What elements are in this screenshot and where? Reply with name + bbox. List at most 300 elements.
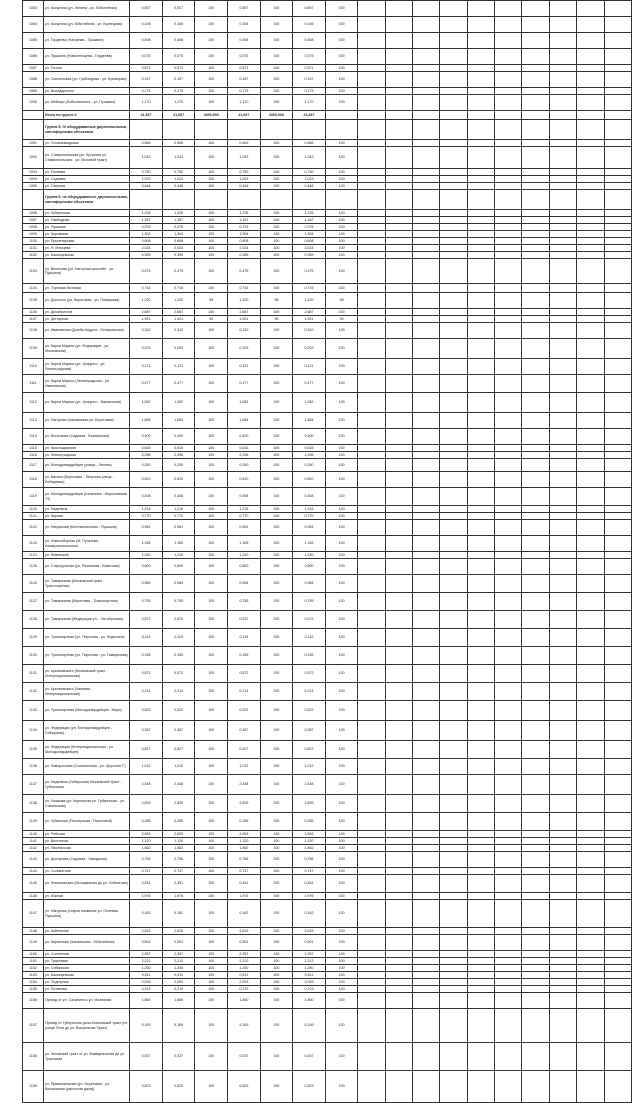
table-row xyxy=(23,813,632,831)
empty-cell xyxy=(604,393,631,413)
empty-cell xyxy=(440,49,467,65)
empty-cell xyxy=(522,993,549,1009)
percent-2-cell: 100 xyxy=(260,339,293,359)
empty-cell xyxy=(522,506,549,513)
empty-cell xyxy=(495,701,522,721)
empty-cell xyxy=(577,472,604,488)
table-row xyxy=(23,140,632,147)
length-surveyed-cell: 0,984 xyxy=(162,575,195,593)
empty-cell xyxy=(577,413,604,429)
length-surveyed-cell: 2,653 xyxy=(162,831,195,838)
empty-cell xyxy=(495,513,522,520)
length-surveyed-cell: 1,012 xyxy=(162,759,195,775)
length-surveyed-cell: 0,537 xyxy=(162,1043,195,1071)
empty-cell xyxy=(440,429,467,445)
empty-cell xyxy=(549,413,576,429)
table-row xyxy=(23,472,632,488)
empty-cell xyxy=(440,1009,467,1043)
empty-cell xyxy=(413,665,440,683)
percent-1-cell: 100 xyxy=(195,795,228,813)
length-surveyed-cell: 1,240 xyxy=(162,552,195,559)
empty-cell xyxy=(604,176,631,183)
empty-cell xyxy=(440,33,467,49)
empty-cell xyxy=(549,775,576,795)
empty-cell xyxy=(604,147,631,169)
empty-cell xyxy=(467,459,494,472)
percent-3-cell: 100 xyxy=(325,965,358,972)
empty-cell xyxy=(385,316,412,323)
percent-1-cell: 100 xyxy=(195,979,228,986)
empty-cell xyxy=(495,49,522,65)
table-row xyxy=(23,176,632,183)
length-total-cell: 1,304 xyxy=(130,231,163,238)
empty-cell xyxy=(467,852,494,868)
total-row xyxy=(23,111,632,120)
empty-cell xyxy=(495,1009,522,1043)
length-total-cell: 0,408 xyxy=(130,33,163,49)
empty-cell xyxy=(385,65,412,72)
empty-cell xyxy=(577,552,604,559)
percent-1-cell: 100 xyxy=(195,559,228,575)
empty-cell xyxy=(495,429,522,445)
percent-1-cell: 100 xyxy=(195,831,228,838)
length-total-cell: 1,170 xyxy=(130,95,163,111)
percent-2-cell: 100 xyxy=(260,845,293,852)
row-number-cell: 1102 xyxy=(23,252,44,259)
empty-cell xyxy=(440,95,467,111)
percent-2-cell: 100 xyxy=(260,965,293,972)
street-name-cell: ул. Оловозаводская xyxy=(44,140,130,147)
empty-cell xyxy=(549,95,576,111)
empty-cell xyxy=(522,183,549,190)
percent-2-cell: 100 xyxy=(260,552,293,559)
empty-cell xyxy=(549,445,576,452)
empty-cell xyxy=(413,488,440,506)
row-number-cell: 1148 xyxy=(23,928,44,935)
empty-cell xyxy=(467,147,494,169)
length-surveyed-cell: 0,522 xyxy=(162,701,195,721)
length-total-cell: 0,750 xyxy=(130,169,163,176)
percent-2-cell: 100 xyxy=(260,359,293,375)
percent-2-cell: 100 xyxy=(260,683,293,701)
empty-cell xyxy=(577,972,604,979)
percent-1-cell: 100 xyxy=(195,875,228,893)
length-accepted-cell: 0,167 xyxy=(293,72,326,88)
table-row xyxy=(23,536,632,552)
empty-cell xyxy=(549,323,576,339)
empty-cell xyxy=(522,552,549,559)
empty-cell xyxy=(413,1,440,17)
empty-cell xyxy=(604,795,631,813)
row-number-cell: 1118 xyxy=(23,472,44,488)
length-total-cell: 0,451 xyxy=(130,875,163,893)
empty-cell xyxy=(522,472,549,488)
length-total-cell: 1,043 xyxy=(130,147,163,169)
length-surveyed-cell: 0,400 xyxy=(162,429,195,445)
table-row xyxy=(23,316,632,323)
length-accepted-cell: 2,093 xyxy=(293,979,326,986)
empty-cell xyxy=(495,316,522,323)
table-row xyxy=(23,513,632,520)
percent-3-cell xyxy=(325,190,358,210)
percent-3-cell: 100 xyxy=(325,259,358,284)
empty-cell xyxy=(604,452,631,459)
empty-cell xyxy=(549,683,576,701)
empty-cell xyxy=(467,845,494,852)
empty-cell xyxy=(440,140,467,147)
street-name-cell: ул. Володарского xyxy=(44,88,130,95)
percent-3-cell: 100 xyxy=(325,413,358,429)
empty-cell xyxy=(467,958,494,965)
empty-cell xyxy=(467,665,494,683)
length-total-cell: 1,120 xyxy=(130,838,163,845)
empty-cell xyxy=(385,252,412,259)
empty-cell xyxy=(604,951,631,958)
empty-cell xyxy=(358,231,385,238)
empty-cell xyxy=(522,284,549,293)
empty-cell xyxy=(604,238,631,245)
empty-cell xyxy=(385,49,412,65)
empty-cell xyxy=(604,506,631,513)
length-surveyed-cell: 1,216 xyxy=(162,506,195,513)
empty-cell xyxy=(577,316,604,323)
empty-cell xyxy=(467,72,494,88)
table-row xyxy=(23,17,632,33)
empty-cell xyxy=(440,472,467,488)
empty-cell xyxy=(467,488,494,506)
empty-cell xyxy=(385,445,412,452)
empty-cell xyxy=(467,1043,494,1071)
table-row xyxy=(23,741,632,759)
length-surveyed-cell: 0,475 xyxy=(162,259,195,284)
empty-cell xyxy=(413,593,440,611)
length-total-cell: 0,162 xyxy=(130,900,163,928)
empty-cell xyxy=(604,972,631,979)
percent-1-cell: 100 xyxy=(195,323,228,339)
empty-cell xyxy=(440,88,467,95)
street-name-cell: ул. Дегтярная xyxy=(44,316,130,323)
empty-cell xyxy=(549,17,576,33)
length-surveyed-cell: 2,687 xyxy=(162,309,195,316)
empty-cell xyxy=(604,701,631,721)
length-accepted-cell: 0,121 xyxy=(293,359,326,375)
percent-2-cell: 100 xyxy=(260,49,293,65)
length-accepted-cell: 0,359 xyxy=(293,252,326,259)
table-row xyxy=(23,231,632,238)
street-name-cell: ул. Транспортная (ул. Пирогова - ул. Неделина) xyxy=(44,629,130,647)
empty-cell xyxy=(495,852,522,868)
length-total-cell: 0,119 xyxy=(130,629,163,647)
length-normative-cell: 0,475 xyxy=(228,259,261,284)
percent-1-cell: 100 xyxy=(195,284,228,293)
empty-cell xyxy=(385,520,412,536)
table-row xyxy=(23,559,632,575)
street-name-cell: ул. Тимирязева (Московский тракт - Транспортная) xyxy=(44,575,130,593)
street-name-cell: ул. Кировская xyxy=(44,231,130,238)
percent-1-cell: 100 xyxy=(195,1009,228,1043)
row-number-cell: 1158 xyxy=(23,1043,44,1071)
length-accepted-cell: 2,653 xyxy=(293,831,326,838)
empty-cell xyxy=(385,183,412,190)
empty-cell xyxy=(467,238,494,245)
length-normative-cell: 0,571 xyxy=(228,65,261,72)
street-name-cell: ул. Транспортная (ул. Пирогова - ул. Тимирязева) xyxy=(44,647,130,665)
percent-2-cell: 100 xyxy=(260,900,293,928)
empty-cell xyxy=(604,339,631,359)
length-total-cell: 1,216 xyxy=(130,506,163,513)
empty-cell xyxy=(440,972,467,979)
empty-cell xyxy=(495,375,522,393)
empty-cell xyxy=(604,900,631,928)
table-row xyxy=(23,309,632,316)
length-surveyed-cell: 0,750 xyxy=(162,169,195,176)
length-surveyed-cell: 1,052 xyxy=(162,393,195,413)
percent-3-cell: 100 xyxy=(325,928,358,935)
empty-cell xyxy=(522,65,549,72)
percent-3-cell: 100 xyxy=(325,72,358,88)
empty-cell xyxy=(522,359,549,375)
percent-1-cell: 100 xyxy=(195,72,228,88)
percent-1-cell: 100 xyxy=(195,513,228,520)
empty-cell xyxy=(604,210,631,217)
length-surveyed-cell xyxy=(162,190,195,210)
percent-1-cell: 100 xyxy=(195,965,228,972)
length-accepted-cell: 0,615 xyxy=(293,445,326,452)
empty-cell xyxy=(549,852,576,868)
length-surveyed-cell: 1,167 xyxy=(162,217,195,224)
length-total-cell: 0,400 xyxy=(130,429,163,445)
empty-cell xyxy=(577,140,604,147)
empty-cell xyxy=(604,552,631,559)
table-row xyxy=(23,838,632,845)
row-number-cell: 1152 xyxy=(23,965,44,972)
empty-cell xyxy=(549,552,576,559)
table-row xyxy=(23,1043,632,1071)
empty-cell xyxy=(358,169,385,176)
length-accepted-cell: 0,119 xyxy=(293,629,326,647)
percent-3-cell: 100 xyxy=(325,284,358,293)
empty-cell xyxy=(413,935,440,951)
row-number-cell: 1156 xyxy=(23,993,44,1009)
empty-cell xyxy=(522,721,549,741)
empty-cell xyxy=(385,245,412,252)
empty-cell xyxy=(577,611,604,629)
table-row xyxy=(23,875,632,893)
empty-cell xyxy=(413,231,440,238)
length-normative-cell: 0,310 xyxy=(228,323,261,339)
empty-cell xyxy=(549,316,576,323)
empty-cell xyxy=(495,993,522,1009)
table-row xyxy=(23,647,632,665)
empty-cell xyxy=(549,217,576,224)
empty-cell xyxy=(358,845,385,852)
percent-2-cell: 100 xyxy=(260,575,293,593)
percent-3-cell: 100 xyxy=(325,252,358,259)
length-normative-cell: 0,167 xyxy=(228,72,261,88)
empty-cell xyxy=(522,245,549,252)
empty-cell xyxy=(577,245,604,252)
empty-cell xyxy=(413,868,440,875)
empty-cell xyxy=(549,1,576,17)
row-number-cell: 1093 xyxy=(23,169,44,176)
percent-3-cell: 100 xyxy=(325,488,358,506)
empty-cell xyxy=(385,217,412,224)
percent-1-cell: 100 xyxy=(195,445,228,452)
empty-cell xyxy=(467,316,494,323)
empty-cell xyxy=(385,965,412,972)
table-row xyxy=(23,169,632,176)
empty-cell xyxy=(522,49,549,65)
empty-cell xyxy=(358,323,385,339)
empty-cell xyxy=(385,875,412,893)
empty-cell xyxy=(413,472,440,488)
empty-cell xyxy=(467,935,494,951)
row-number-cell: 1094 xyxy=(23,176,44,183)
empty-cell xyxy=(385,536,412,552)
percent-1-cell: 100 xyxy=(195,838,228,845)
empty-cell xyxy=(440,120,467,140)
percent-1-cell: 100 xyxy=(195,935,228,951)
empty-cell xyxy=(440,1071,467,1103)
empty-cell xyxy=(385,231,412,238)
empty-cell xyxy=(385,452,412,459)
length-surveyed-cell: 2,024 xyxy=(162,245,195,252)
table-row xyxy=(23,359,632,375)
empty-cell xyxy=(495,190,522,210)
empty-cell xyxy=(358,359,385,375)
length-surveyed-cell xyxy=(162,120,195,140)
length-surveyed-cell: 0,359 xyxy=(162,252,195,259)
empty-cell xyxy=(440,893,467,900)
percent-2-cell: 100 xyxy=(260,831,293,838)
row-number-cell: 1097 xyxy=(23,217,44,224)
empty-cell xyxy=(467,951,494,958)
empty-cell xyxy=(522,140,549,147)
length-total-cell: 0,627 xyxy=(130,741,163,759)
length-normative-cell: 0,162 xyxy=(228,900,261,928)
empty-cell xyxy=(440,339,467,359)
empty-cell xyxy=(604,513,631,520)
percent-3-cell: 100 xyxy=(325,452,358,459)
table-row xyxy=(23,210,632,217)
street-name-cell: ул. Карла Маркса (ул. Урицкого - ул. Ленинградская) xyxy=(44,359,130,375)
length-normative-cell: 0,565 xyxy=(228,140,261,147)
empty-cell xyxy=(522,838,549,845)
empty-cell xyxy=(467,1,494,17)
street-name-cell: ул. Молодогвардейцев (Калинина - Мироновская 73) xyxy=(44,488,130,506)
table-row xyxy=(23,972,632,979)
length-normative-cell: 1,240 xyxy=(228,552,261,559)
empty-cell xyxy=(413,95,440,111)
table-row xyxy=(23,259,632,284)
empty-cell xyxy=(604,217,631,224)
empty-cell xyxy=(467,95,494,111)
street-name-cell: ул. Федерации (ул. Молодогвардейцев - Сибирская) xyxy=(44,721,130,741)
length-surveyed-cell: 0,155 xyxy=(162,647,195,665)
street-name-cell: ул. Флешковская (Молодежная до ул. Сиблагова) xyxy=(44,875,130,893)
percent-2-cell: 100 xyxy=(260,536,293,552)
length-total-cell: 1,562 xyxy=(130,845,163,852)
empty-cell xyxy=(467,393,494,413)
length-surveyed-cell: 1,250 xyxy=(162,965,195,972)
table-row xyxy=(23,88,632,95)
row-number-cell: 1153 xyxy=(23,972,44,979)
empty-cell xyxy=(413,459,440,472)
length-total-cell: 0,571 xyxy=(130,65,163,72)
empty-cell xyxy=(522,795,549,813)
percent-3-cell: 100 xyxy=(325,536,358,552)
table-row xyxy=(23,339,632,359)
empty-cell xyxy=(495,309,522,316)
percent-2-cell: 100 xyxy=(260,759,293,775)
empty-cell xyxy=(577,958,604,965)
street-name-cell: ул. Краснодарская xyxy=(44,445,130,452)
empty-cell xyxy=(522,375,549,393)
empty-cell xyxy=(577,575,604,593)
table-row xyxy=(23,252,632,259)
empty-cell xyxy=(577,238,604,245)
empty-cell xyxy=(467,88,494,95)
empty-cell xyxy=(522,972,549,979)
length-normative-cell: 1,250 xyxy=(228,965,261,972)
empty-cell xyxy=(522,309,549,316)
percent-3-cell xyxy=(325,120,358,140)
empty-cell xyxy=(495,506,522,513)
empty-cell xyxy=(522,1,549,17)
percent-3-cell: 100 xyxy=(325,176,358,183)
percent-2-cell: 100 xyxy=(260,309,293,316)
length-total-cell: 1,240 xyxy=(130,552,163,559)
length-surveyed-cell: 0,167 xyxy=(162,72,195,88)
empty-cell xyxy=(577,951,604,958)
percent-1-cell: 100 xyxy=(195,629,228,647)
empty-cell xyxy=(577,95,604,111)
empty-cell xyxy=(577,979,604,986)
row-number-cell: 1088 xyxy=(23,72,44,88)
empty-cell xyxy=(413,49,440,65)
empty-cell xyxy=(358,147,385,169)
street-name-cell: ул. Тимирязева (Береговая - Транспортная) xyxy=(44,593,130,611)
length-accepted-cell: 1,023 xyxy=(293,176,326,183)
empty-cell xyxy=(522,323,549,339)
empty-cell xyxy=(467,831,494,838)
empty-cell xyxy=(385,375,412,393)
percent-3-cell: 100 xyxy=(325,95,358,111)
empty-cell xyxy=(522,293,549,309)
percent-2-cell: 100 xyxy=(260,183,293,190)
table-row xyxy=(23,459,632,472)
empty-cell xyxy=(495,552,522,559)
length-total-cell: 0,475 xyxy=(130,259,163,284)
percent-2-cell: 100 xyxy=(260,33,293,49)
empty-cell xyxy=(467,375,494,393)
empty-cell xyxy=(385,1,412,17)
empty-cell xyxy=(604,536,631,552)
empty-cell xyxy=(440,701,467,721)
empty-cell xyxy=(604,845,631,852)
percent-2-cell: 100 xyxy=(260,721,293,741)
empty-cell xyxy=(413,900,440,928)
street-name-cell: ул. Циолковского (Чапаева - Интернациональная) xyxy=(44,683,130,701)
length-accepted-cell: 0,607 xyxy=(293,1,326,17)
empty-cell xyxy=(604,413,631,429)
table-row xyxy=(23,552,632,559)
length-total-cell: 0,572 xyxy=(130,611,163,629)
street-name-cell: ул. Ивановская (Дзюба Андрея - Осташевская) xyxy=(44,323,130,339)
row-number-cell: 1143 xyxy=(23,852,44,868)
empty-cell xyxy=(522,868,549,875)
table-row xyxy=(23,445,632,452)
